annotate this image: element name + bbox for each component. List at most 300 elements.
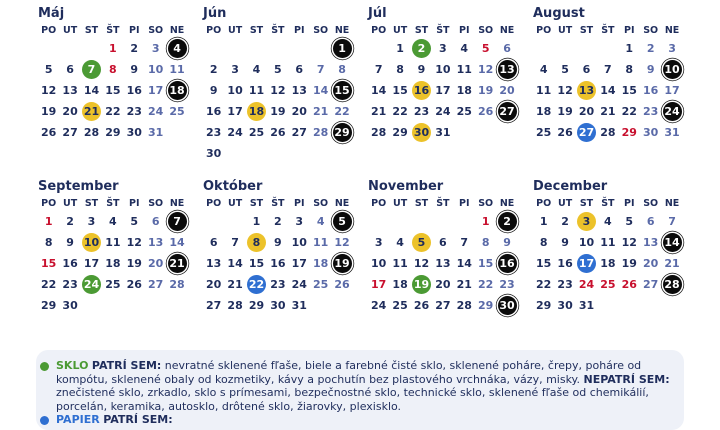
week-row [38,59,188,80]
day-cell: 20 [62,105,78,118]
day-cell: 25 [169,105,185,118]
day-cell: 25 [248,126,265,139]
weekday-label: PI [459,198,470,209]
day-cell: 20 [578,105,595,118]
day-cell: 9 [66,236,74,249]
day-cell: 17 [435,84,451,97]
week-row [533,253,683,274]
empty-day [145,295,166,316]
legend-papier-patri-label: PATRÍ SEM: [103,413,173,426]
day-cell: 20 [147,257,164,270]
day-cell: 28 [456,299,472,312]
day-cell: 20 [435,278,451,291]
day-cell: 29 [105,126,121,139]
weekday-label: ST [579,25,594,36]
week-row [203,101,353,122]
empty-day [331,143,352,164]
weekday-label: ŠT [436,25,450,36]
day-cell: 15 [477,257,494,270]
day-cell: 19 [621,257,637,270]
empty-day [310,143,331,164]
month-block [203,177,353,316]
day-cell: 12 [126,236,142,249]
pickup-day-black: 30 [496,295,517,316]
week-row [203,274,353,295]
day-cell: 22 [392,105,408,118]
day-cell: 29 [536,299,552,312]
day-cell: 14 [312,84,329,97]
day-cell: 29 [621,126,637,139]
day-cell: 18 [536,105,552,118]
day-cell: 10 [291,236,307,249]
pickup-day-yellow: 10 [81,232,102,253]
day-cell: 9 [561,236,569,249]
legend-sklo-patri-text: nevratné sklenené fľaše, biele a farebné čisté sklo, sklenené poháre, črepy, poháre od kompótu, sklenené obaly od kozmetiky, kávy a pochutín bez plastového vrchnáka, vázy, misky. [56,359,642,386]
day-cell: 20 [499,84,515,97]
weekday-label: SO [148,198,164,209]
week-row [203,122,353,143]
day-cell: 10 [578,236,595,249]
day-cell: 24 [371,299,387,312]
day-cell: 12 [41,84,57,97]
empty-day [59,38,80,59]
day-cell: 24 [147,105,164,118]
day-cell: 20 [206,278,222,291]
day-cell: 6 [439,236,447,249]
empty-day [289,143,310,164]
week-row [368,211,518,232]
day-cell: 5 [44,63,53,76]
empty-day [310,38,331,59]
week-row [368,38,518,59]
month-title: Máj [38,6,65,21]
day-cell: 13 [206,257,222,270]
day-cell: 27 [642,278,659,291]
weekday-label: PI [129,198,140,209]
day-cell: 28 [600,126,616,139]
empty-day [166,122,187,143]
day-cell: 27 [206,299,222,312]
day-cell: 11 [248,84,265,97]
day-cell: 30 [62,299,78,312]
empty-day [246,143,267,164]
day-cell: 5 [625,215,634,228]
day-cell: 1 [396,42,404,55]
day-cell: 27 [62,126,78,139]
weekday-label: UT [392,25,408,36]
week-row [368,274,518,295]
day-cell: 7 [604,63,612,76]
day-cell: 26 [621,278,637,291]
empty-day [102,295,123,316]
empty-day [289,38,310,59]
day-cell: 8 [625,63,634,76]
pickup-day-black: 1 [331,38,352,59]
week-row [533,38,683,59]
day-cell: 11 [392,257,408,270]
day-cell: 9 [274,236,282,249]
empty-day [454,122,475,143]
day-cell: 11 [456,63,472,76]
weekday-header [368,24,518,38]
weekday-label: NE [664,25,680,36]
day-cell: 2 [274,215,282,228]
day-cell: 12 [557,84,573,97]
day-cell: 21 [312,105,329,118]
day-cell: 7 [668,215,676,228]
day-cell: 8 [396,63,404,76]
pickup-day-yellow: 30 [411,122,432,143]
day-cell: 31 [291,299,307,312]
weekday-label: PO [206,25,222,36]
day-cell: 29 [41,299,57,312]
legend-papier-name: PAPIER [56,413,100,426]
day-cell: 5 [481,42,490,55]
day-cell: 2 [66,215,74,228]
pickup-day-blue: 22 [246,274,267,295]
day-cell: 19 [41,105,57,118]
weekday-label: PI [294,25,305,36]
weekday-label: ŠT [271,198,285,209]
day-cell: 30 [206,147,222,160]
weekday-label: PI [459,25,470,36]
weekday-label: PO [41,25,57,36]
empty-day [224,38,245,59]
pickup-day-black: 21 [166,253,187,274]
pickup-day-blue: 27 [576,122,597,143]
weekday-label: PO [371,25,387,36]
day-cell: 4 [252,63,261,76]
day-cell: 25 [392,299,408,312]
day-cell: 31 [578,299,595,312]
week-row [38,232,188,253]
weekday-label: PO [536,25,552,36]
day-cell: 4 [460,42,469,55]
day-cell: 11 [536,84,552,97]
weekday-label: NE [499,198,515,209]
pickup-day-yellow: 5 [411,232,432,253]
week-row [203,143,353,164]
day-cell: 5 [130,215,139,228]
pickup-day-green: 19 [411,274,432,295]
day-cell: 22 [621,105,637,118]
pickup-day-yellow: 13 [576,80,597,101]
week-row [368,59,518,80]
weekday-label: ŠT [106,25,120,36]
day-cell: 27 [291,126,307,139]
day-cell: 7 [316,63,325,76]
month-title: September [38,179,119,194]
empty-day [597,38,618,59]
day-cell: 25 [312,278,329,291]
day-cell: 22 [334,105,350,118]
day-cell: 12 [621,236,637,249]
day-cell: 23 [206,126,222,139]
day-cell: 8 [539,236,548,249]
day-cell: 17 [371,278,387,291]
week-row [203,211,353,232]
day-cell: 20 [291,105,307,118]
pickup-day-yellow: 16 [411,80,432,101]
weekday-label: ST [579,198,594,209]
blue-dot-icon [40,416,49,425]
day-cell: 28 [227,299,243,312]
weekday-label: PI [624,25,635,36]
week-row [38,101,188,122]
day-cell: 16 [270,257,286,270]
empty-day [432,211,453,232]
day-cell: 9 [417,63,426,76]
pickup-day-green: 24 [81,274,102,295]
day-cell: 22 [477,278,494,291]
day-cell: 3 [151,42,160,55]
day-cell: 4 [604,215,612,228]
weekday-label: ST [414,25,429,36]
day-cell: 9 [209,84,218,97]
week-row [203,232,353,253]
day-cell: 6 [582,63,591,76]
day-cell: 2 [130,42,139,55]
day-cell: 22 [105,105,121,118]
day-cell: 21 [664,257,680,270]
weekday-label: ST [414,198,429,209]
day-cell: 6 [151,215,160,228]
empty-day [267,143,288,164]
empty-day [475,122,496,143]
day-cell: 24 [291,278,307,291]
weekday-label: ŠT [436,198,450,209]
month-block [368,4,518,143]
day-cell: 6 [66,63,74,76]
empty-day [619,295,640,316]
week-row [533,59,683,80]
legend-sklo-name: SKLO [56,359,89,372]
day-cell: 26 [477,105,494,118]
legend-sklo-patri-label: PATRÍ SEM: [91,359,162,372]
pickup-day-black: 18 [166,80,187,101]
day-cell: 11 [600,236,616,249]
weekday-header [38,197,188,211]
day-cell: 14 [600,84,616,97]
weekday-label: SO [313,25,329,36]
pickup-day-black: 24 [661,101,682,122]
day-cell: 13 [147,236,164,249]
day-cell: 22 [41,278,57,291]
day-cell: 3 [87,215,96,228]
day-cell: 26 [41,126,57,139]
day-cell: 23 [270,278,286,291]
empty-day [597,295,618,316]
week-row [368,232,518,253]
day-cell: 6 [295,63,304,76]
weekday-label: ST [249,25,264,36]
week-row [38,122,188,143]
day-cell: 21 [371,105,387,118]
day-cell: 7 [231,236,239,249]
day-cell: 6 [646,215,655,228]
day-cell: 21 [600,105,616,118]
pickup-day-black: 2 [496,211,517,232]
day-cell: 26 [334,278,350,291]
pickup-day-black: 15 [331,80,352,101]
weekday-label: UT [392,198,408,209]
day-cell: 21 [227,278,243,291]
day-cell: 19 [270,105,286,118]
day-cell: 1 [252,215,261,228]
day-cell: 4 [109,215,117,228]
pickup-day-black: 28 [661,274,682,295]
day-cell: 26 [413,299,430,312]
week-row [38,295,188,316]
day-cell: 17 [227,105,243,118]
empty-day [661,295,682,316]
day-cell: 3 [295,215,304,228]
weekday-label: ST [84,198,99,209]
day-cell: 18 [312,257,329,270]
day-cell: 29 [248,299,265,312]
week-row [38,274,188,295]
week-row [203,295,353,316]
day-cell: 11 [312,236,329,249]
weekday-label: UT [227,25,243,36]
weekday-label: PI [624,198,635,209]
day-cell: 11 [169,63,185,76]
day-cell: 2 [561,215,569,228]
day-cell: 30 [126,126,142,139]
weekday-label: NE [334,25,350,36]
day-cell: 13 [435,257,451,270]
day-cell: 17 [664,84,680,97]
pickup-day-black: 29 [331,122,352,143]
day-cell: 3 [231,63,239,76]
pickup-day-yellow: 8 [246,232,267,253]
day-cell: 17 [83,257,100,270]
day-cell: 6 [503,42,511,55]
day-cell: 15 [41,257,57,270]
weekday-label: ŠT [271,25,285,36]
day-cell: 13 [642,236,659,249]
day-cell: 25 [105,278,121,291]
day-cell: 25 [600,278,616,291]
empty-day [124,295,145,316]
pickup-day-black: 10 [661,59,682,80]
weekday-label: SO [478,198,494,209]
day-cell: 12 [413,257,430,270]
legend-sklo-nepatri-label: NEPATRÍ SEM: [583,372,670,386]
week-row [38,38,188,59]
day-cell: 25 [456,105,472,118]
weekday-label: UT [557,25,573,36]
day-cell: 16 [62,257,78,270]
day-cell: 30 [557,299,573,312]
weekday-label: UT [227,198,243,209]
day-cell: 17 [147,84,164,97]
day-cell: 1 [481,215,490,228]
month-block [38,177,188,316]
weekday-label: NE [169,25,185,36]
weekday-label: SO [313,198,329,209]
day-cell: 28 [371,126,387,139]
day-cell: 10 [371,257,387,270]
week-row [368,295,518,316]
weekday-header [368,197,518,211]
day-cell: 27 [435,299,451,312]
week-row [533,211,683,232]
legend-sklo-nepatri-text: znečistené sklo, zrkadlo, sklo s prímesami, bezpečnostné sklo, technické sklo, sklenené fľaše od chemikálií, porcelán, keramika, autosklo, drôtené sklo, žiarovky, plexisklo. [56,386,649,413]
empty-day [368,38,389,59]
empty-day [310,295,331,316]
day-cell: 2 [209,63,218,76]
day-cell: 7 [460,236,469,249]
pickup-day-yellow: 3 [576,211,597,232]
month-block [38,4,188,143]
day-cell: 31 [435,126,451,139]
empty-day [496,122,517,143]
empty-day [267,38,288,59]
day-cell: 11 [105,236,121,249]
month-block [533,4,683,143]
day-cell: 12 [270,84,286,97]
day-cell: 1 [109,42,117,55]
weekday-label: NE [169,198,185,209]
day-cell: 13 [62,84,78,97]
pickup-day-black: 16 [496,253,517,274]
day-cell: 15 [392,84,408,97]
weekday-label: PO [371,198,387,209]
empty-day [368,211,389,232]
week-row [203,80,353,101]
day-cell: 26 [126,278,142,291]
day-cell: 26 [270,126,286,139]
weekday-label: ST [249,198,264,209]
day-cell: 24 [578,278,595,291]
empty-day [389,211,410,232]
empty-day [246,38,267,59]
day-cell: 9 [646,63,655,76]
empty-day [331,295,352,316]
weekday-label: UT [62,25,78,36]
month-block [368,177,518,316]
weekday-label: NE [499,25,515,36]
month-title: November [368,179,444,194]
weekday-label: NE [334,198,350,209]
weekday-header [533,24,683,38]
empty-day [203,38,224,59]
month-title: Október [203,179,263,194]
day-cell: 27 [147,278,164,291]
weekday-header [203,197,353,211]
day-cell: 14 [83,84,100,97]
day-cell: 23 [62,278,78,291]
weekday-label: PO [41,198,57,209]
day-cell: 19 [477,84,494,97]
day-cell: 26 [557,126,573,139]
day-cell: 25 [536,126,552,139]
legend-sklo [56,359,676,413]
weekday-label: ŠT [106,198,120,209]
day-cell: 16 [206,105,222,118]
day-cell: 18 [456,84,472,97]
pickup-day-blue: 17 [576,253,597,274]
pickup-day-green: 2 [411,38,432,59]
day-cell: 15 [621,84,637,97]
day-cell: 18 [392,278,408,291]
weekday-header [38,24,188,38]
pickup-day-black: 4 [166,38,187,59]
day-cell: 16 [557,257,573,270]
day-cell: 31 [664,126,680,139]
day-cell: 8 [338,63,346,76]
